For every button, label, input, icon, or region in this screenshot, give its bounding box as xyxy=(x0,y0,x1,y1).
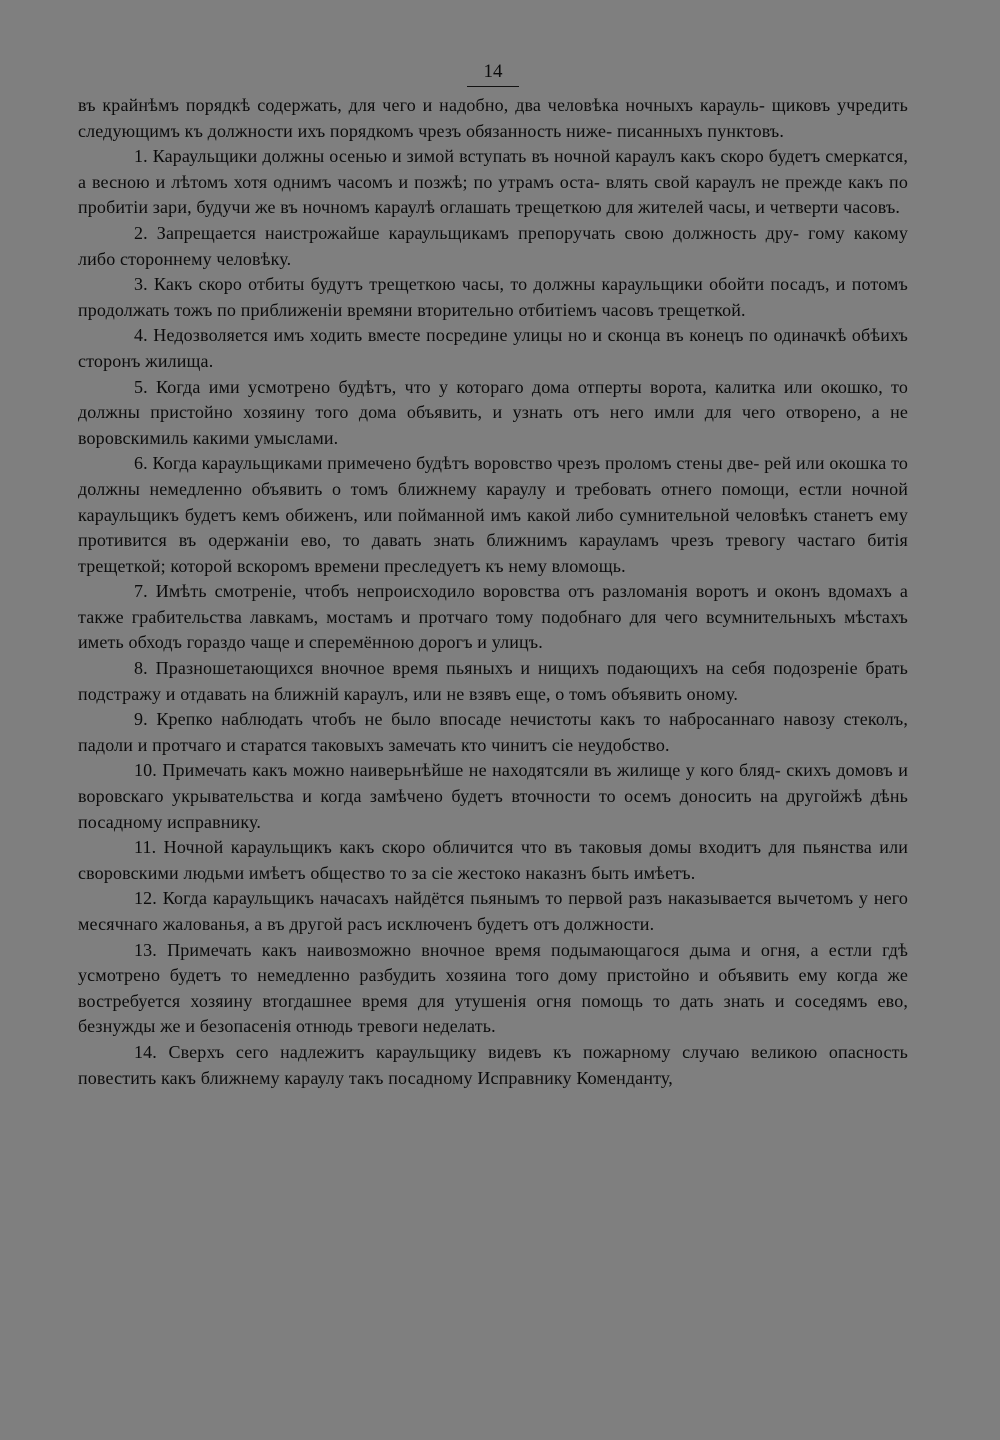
paragraph-item-10: 10. Примечать какъ можно наиверьнѣйше не находятсяли въ жилище у кого бляд- скихъ домовъ и воровскаго укрывательства и когда замѣчено будетъ вточности то осемъ доносить на другойжѣ дѣнь посадному исправнику. xyxy=(78,760,908,832)
page-number: 14 xyxy=(467,58,519,87)
paragraph-item-2: 2. Запрещается наистрожайше караульщикамъ препоручать свою должность дру- гому какому либо стороннему человѣку. xyxy=(78,222,908,269)
paragraph-item-6: 6. Когда караульщиками примечено будѣтъ воровство чрезъ проломъ стены две- рей или окошка то должны немедленно объявить о томъ ближнему караулу и требовать отнего помощи, естли ночной караульщикъ будетъ кемъ обиженъ, или пойманной имъ какой либо сумнительной человѣкъ станетъ ему противится въ одержанiи ево, то давать знать ближнимъ карауламъ чрезъ тревогу частаго битiя трещеткой; которой вскоромъ времени преследуетъ къ нему вломощь. xyxy=(78,453,908,576)
paragraph-item-3: 3. Какъ скоро отбиты будутъ трещеткою часы, то должны караульщики обойти посадъ, и потомъ продолжать тожъ по приближенiи времяни вторительно отбитiемъ часовъ трещеткой. xyxy=(78,274,908,320)
paragraph-item-7: 7. Имѣть смотренiе, чтобъ непроисходило воровства отъ разломанiя воротъ и оконъ вдомахъ а также грабительства лавкамъ, мостамъ и протчаго тому подобнаго для чего всумнительныхъ мѣстахъ иметь обходъ гораздо чаще и сперемённою дорогъ и улицъ. xyxy=(78,581,908,653)
paragraph-item-12: 12. Когда караульщикъ начасахъ найдётся пьянымъ то первой разъ наказывается вычетомъ у него месячнаго жалованья, а въ другой расъ исключенъ будетъ отъ должности. xyxy=(78,888,908,934)
paragraph-item-4: 4. Недозволяется имъ ходить вместе посредине улицы но и сконца въ конецъ по одиначкѣ обѣихъ сторонъ жилища. xyxy=(78,325,908,371)
paragraph-item-5: 5. Когда ими усмотрено будѣтъ, что у котораго дома отперты ворота, калитка или окошко, то должны пристойно хозяину того дома объявить, и узнать отъ него имли для чего отворено, а не воровскимиль какими умыслами. xyxy=(78,376,908,448)
paragraph-item-9: 9. Крепко наблюдать чтобъ не было впосаде нечистоты какъ то наброcаннаго навозу стеколъ, падоли и протчаго и старатся таковыхъ замечать кто чинитъ сiе неудобство. xyxy=(78,709,908,755)
paragraph-item-8: 8. Празношетающихся вночное время пьяныхъ и нищихъ подающихъ на себя подозренiе брать подстражу и отдавать на ближнiй караулъ, или не взявъ еще, о томъ объявить оному. xyxy=(78,658,908,704)
paragraph-intro: въ крайнѣмъ порядкѣ содержать, для чего и надобно, два человѣка ночныхъ карауль- щиковъ учредить следующимъ къ должности ихъ порядкомъ чрезъ обязанность ниже- писанныхъ пунктовъ. xyxy=(78,95,908,141)
paragraph-item-13: 13. Примечать какъ наивозможно вночное время подымающагося дыма и огня, а естли гдѣ усмотрено будетъ то немедленно разбудить хозяина того дому пристойно и объявить ему когда же востребуется хозяину втогдашнее время для утушенiя огня помощь то дать знать и соседямъ ево, безнужды же и безопасенiя отнюдь тревоги неделать. xyxy=(78,939,908,1037)
paragraph-item-1: 1. Караульщики должны осенью и зимой вступать въ ночной караулъ какъ скоро будетъ смеркатся, а весною и лѣтомъ хотя однимъ часомъ и позжѣ; по утрамъ оста- влять свой караулъ не прежде какъ по пробитіи зари, будучи же въ ночномъ караулѣ оглашать трещеткою для жителей часы, и четверти часовъ. xyxy=(78,146,908,218)
paragraph-item-14: 14. Сверхъ сего надлежитъ караульщику видевъ къ пожарному случаю великою опасность повестить какъ ближнему караулу такъ посадному Исправнику Коменданту, xyxy=(78,1041,908,1088)
paragraph-item-11: 11. Ночной караульщикъ какъ скоро обличится что въ таковыя домы входитъ для пьянства или своровскими людьми имѣетъ общество то за сiе жестоко наказнъ быть имѣетъ. xyxy=(78,837,908,883)
document-page xyxy=(78,58,908,1091)
